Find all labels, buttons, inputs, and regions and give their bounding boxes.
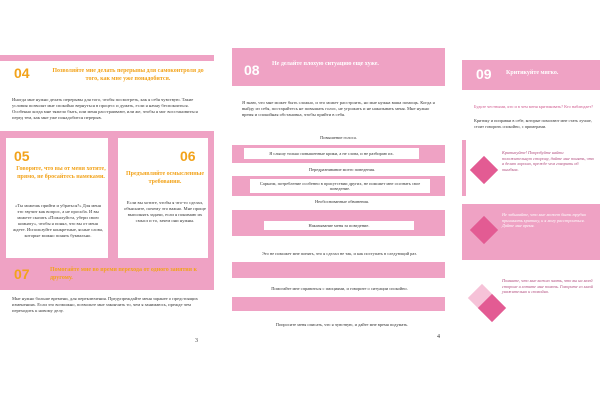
section-heading: Говорите, что вы от меня хотите, прямо, не бросайтесь намеками.: [16, 166, 106, 180]
list-item: Сарказм, потребление особенно в присутствии других, не поможет мне осознать свое поведение.: [250, 179, 430, 193]
pink-band: [462, 140, 466, 196]
section-heading: Позволяйте мне делать перерывы для самоконтроля до того, как мне уже понадобится.: [52, 68, 204, 82]
section-intro: Критику и поправки в себе, которые помогают мне стать лучше, стоит говорить спокойно, с примерами.: [474, 118, 592, 129]
list-item: Я слышу только повышенные крики, а не слова, и не разбираю их.: [244, 148, 419, 159]
pink-band: [0, 138, 6, 258]
list-item: Передразнивание моего поведения.: [272, 166, 412, 174]
pink-band: [208, 138, 214, 258]
section-body: Если вы хотите, чтобы я что-то сделал, объясните, почему это важно. Мне проще выполнять задачи, если я понимаю их смысл и то, зачем они нужны.: [124, 200, 206, 223]
section-intro: Я знаю, что мне может быть сложно, и это может расстроить, но мне нужна ваша помощь. Когда я выйду из себя, постарайтесь не повышать голос, не угрожать и не наказывать меня. Мне нужно время и спокойная обстановка, чтобы прийти в себя.: [242, 100, 435, 117]
list-item: Повышение голоса.: [256, 134, 421, 142]
section-number: 09: [476, 66, 492, 82]
section-heading: Критикуйте мягко.: [506, 70, 559, 76]
pink-band: [0, 131, 214, 138]
section-body: «Ты можешь прийти и убраться?» Для меня это звучит как вопрос, а не просьба. И вы можете сказать «Пожалуйста, убери свою комнату», чтобы я понял, что вы от меня ждете. Используйте конкретные, ясные слова, которые можно понять буквально.: [12, 203, 104, 238]
list-item: Необоснованные обвинения.: [272, 198, 412, 206]
document-page-3: [0, 0, 214, 400]
section-number: 04: [14, 65, 30, 81]
callout-text: Не забывайте, что мне может быть трудно принимать критику, и я могу расстроиться. Дайте мне время.: [502, 212, 587, 229]
section-heading: Помогайте мне во время перехода от одного занятия к другому.: [50, 267, 197, 281]
page-number: 4: [437, 334, 440, 340]
pink-band: [108, 138, 118, 258]
page-number: 3: [195, 338, 198, 344]
section-number: 06: [180, 148, 196, 164]
section-number: 05: [14, 148, 30, 164]
section-number: 07: [14, 266, 30, 282]
document-page-4: [232, 0, 445, 400]
pink-band: [232, 262, 445, 278]
list-item: Это не поможет мне понять, что я сделал не так, и как поступать в следующий раз.: [252, 247, 427, 260]
pink-band: [232, 297, 445, 311]
diamond-decoration: [470, 156, 498, 184]
document-page-5: [462, 0, 600, 400]
section-body: Мне нужно больше времени, для переключения. Предупреждайте меня заранее о предстоящих изменениях. Если это возможно, позвольте мне закончить то, чем я занимаюсь, прежде чем переходить к новому делу.: [12, 296, 198, 313]
section-heading: Предъявляйте осмысленные требования.: [125, 171, 205, 185]
list-item: Помогайте мне справиться с эмоциями, и говорите о ситуации спокойно.: [252, 282, 427, 295]
section-number: 08: [244, 62, 260, 78]
callout-text: Помните, что мне важно знать, что вы на моей стороне и хотите мне помочь. Говорите со мной уважительно и спокойно.: [502, 278, 593, 295]
section-intro-link: Будьте честными, кто и в чем меня критиковать? Кто наблюдает?: [474, 104, 594, 109]
pink-band: [0, 55, 214, 61]
list-item: Попросите меня описать, что я чувствую, и дайте мне время подумать.: [262, 318, 422, 331]
section-heading: Не делайте плохую ситуацию еще хуже.: [272, 61, 379, 67]
section-body: Иногда мне нужно делать перерывы для того, чтобы посмотреть, как я себя чувствую. Такие условия позволят мне спокойно вернуться в процесс и думать, если я начну беспокоиться. Особенно когда мне тяжело быть, или меня расстраивают, или же, чтобы я мог восстановиться перед тем, как мне уже понадобится перерыв.: [12, 97, 198, 120]
callout-text: Критикуйте! Попробуйте найти положительную сторону, дайте мне понять, что я делаю хорошо, прежде чем говорить об ошибках.: [502, 150, 594, 172]
list-item: Наказывание меня за поведение.: [264, 221, 414, 230]
